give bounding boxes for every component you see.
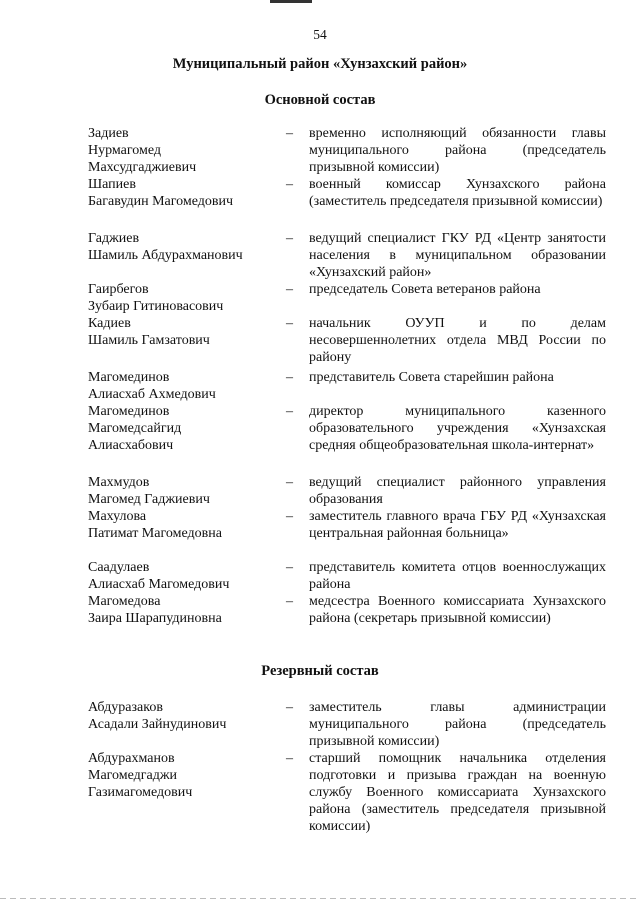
member-name-line: Абдурахманов <box>88 751 175 766</box>
section-heading-main: Основной состав <box>264 92 376 108</box>
member-role: военный комиссар Хунзахского района (заместитель председателя призывной комиссии) <box>309 177 606 209</box>
member-name <box>0 230 283 281</box>
dash-separator: – <box>286 282 293 297</box>
member-role: медсестра Военного комиссариата Хунзахского района (секретарь призывной комиссии) <box>309 594 606 626</box>
member-name-line: Шамиль Гамзатович <box>88 333 210 348</box>
member-name <box>0 699 283 750</box>
member-name-line: Заира Шарапудиновна <box>88 611 222 626</box>
member-role: временно исполняющий обязанности главы муниципального района (председатель призывной комиссии) <box>309 126 606 175</box>
member-name-line: Магомедсайгид <box>88 421 182 436</box>
member-name-line: Магомедгаджи <box>88 768 178 783</box>
member-row <box>0 230 606 281</box>
member-name-line: Багавудин Магомедович <box>88 194 234 209</box>
dash-separator: – <box>286 751 293 766</box>
member-name-line: Магомединов <box>88 404 170 419</box>
dash-separator: – <box>286 126 293 141</box>
scan-artifact-bottom <box>0 898 640 899</box>
member-row <box>0 369 606 403</box>
member-role: ведущий специалист ГКУ РД «Центр занятости населения в муниципальном образовании «Хунзахский район» <box>309 231 606 280</box>
member-name-line: Магомед Гаджиевич <box>88 492 210 507</box>
member-name-line: Задиев <box>88 126 129 141</box>
dash-separator: – <box>286 231 293 246</box>
member-name <box>0 315 283 366</box>
member-name-line: Махулова <box>88 509 147 524</box>
member-role: начальник ОУУП и по делам несовершеннолетних отдела МВД России по району <box>309 316 606 365</box>
member-name-line: Патимат Магомедовна <box>88 526 222 541</box>
member-name <box>0 508 283 542</box>
member-name-line: Магомедова <box>88 594 161 609</box>
member-role: заместитель главного врача ГБУ РД «Хунзахская центральная районная больница» <box>309 509 606 541</box>
scan-artifact-top <box>270 0 312 3</box>
member-name-line: Абдуразаков <box>88 700 163 715</box>
dash-separator: – <box>286 316 293 331</box>
member-row <box>0 559 606 593</box>
dash-separator: – <box>286 560 293 575</box>
page-number: 54 <box>313 27 327 42</box>
member-row <box>0 593 606 627</box>
member-row <box>0 315 606 366</box>
dash-separator: – <box>286 370 293 385</box>
member-name <box>0 403 283 454</box>
member-name-line: Саадулаев <box>88 560 150 575</box>
member-name <box>0 593 283 627</box>
section-heading-reserve: Резервный состав <box>261 663 379 679</box>
member-row <box>0 508 606 542</box>
member-role: председатель Совета ветеранов района <box>309 282 541 297</box>
dash-separator: – <box>286 594 293 609</box>
member-row <box>0 474 606 508</box>
dash-separator: – <box>286 404 293 419</box>
member-name-line: Нурмагомед <box>88 143 162 158</box>
member-row <box>0 176 606 210</box>
dash-separator: – <box>286 700 293 715</box>
member-name <box>0 369 283 403</box>
member-name-line: Шамиль Абдурахманович <box>88 248 243 263</box>
member-row <box>0 750 606 835</box>
member-row <box>0 699 606 750</box>
member-name-line: Зубаир Гитиновасович <box>88 299 224 314</box>
member-role: представитель Совета старейшин района <box>309 370 554 385</box>
member-name-line: Махмудов <box>88 475 150 490</box>
member-role: директор муниципального казенного образовательного учреждения «Хунзахская средняя общеобразовательная школа-интернат» <box>309 404 606 453</box>
member-name <box>0 559 283 593</box>
member-name-line: Махсудгаджиевич <box>88 160 197 175</box>
member-name <box>0 125 283 176</box>
member-name-line: Газимагомедович <box>88 785 193 800</box>
member-name-line: Гаирбегов <box>88 282 149 297</box>
member-name-line: Кадиев <box>88 316 131 331</box>
member-name-line: Гаджиев <box>88 231 140 246</box>
member-role: представитель комитета отцов военнослужащих района <box>309 560 606 592</box>
member-name-line: Асадали Зайнудинович <box>88 717 227 732</box>
member-name <box>0 474 283 508</box>
member-name-line: Алиасхаб Ахмедович <box>88 387 216 402</box>
member-row <box>0 125 606 176</box>
dash-separator: – <box>286 509 293 524</box>
member-role: ведущий специалист районного управления образования <box>309 475 606 507</box>
member-name-line: Магомединов <box>88 370 170 385</box>
member-name-line: Алиасхабович <box>88 438 174 453</box>
member-name-line: Алиасхаб Магомедович <box>88 577 230 592</box>
member-role: заместитель главы администрации муниципального района (председатель призывной комиссии) <box>309 700 606 749</box>
member-name <box>0 281 283 315</box>
member-name <box>0 750 283 835</box>
document-title: Муниципальный район «Хунзахский район» <box>172 56 468 72</box>
member-row <box>0 403 606 454</box>
dash-separator: – <box>286 177 293 192</box>
member-name-line: Шапиев <box>88 177 136 192</box>
member-role: старший помощник начальника отделения подготовки и призыва граждан на военную службу Военного комиссариата Хунзахского района (заместитель председателя призывной комиссии) <box>309 751 606 834</box>
member-row <box>0 281 606 315</box>
dash-separator: – <box>286 475 293 490</box>
member-name <box>0 176 283 210</box>
